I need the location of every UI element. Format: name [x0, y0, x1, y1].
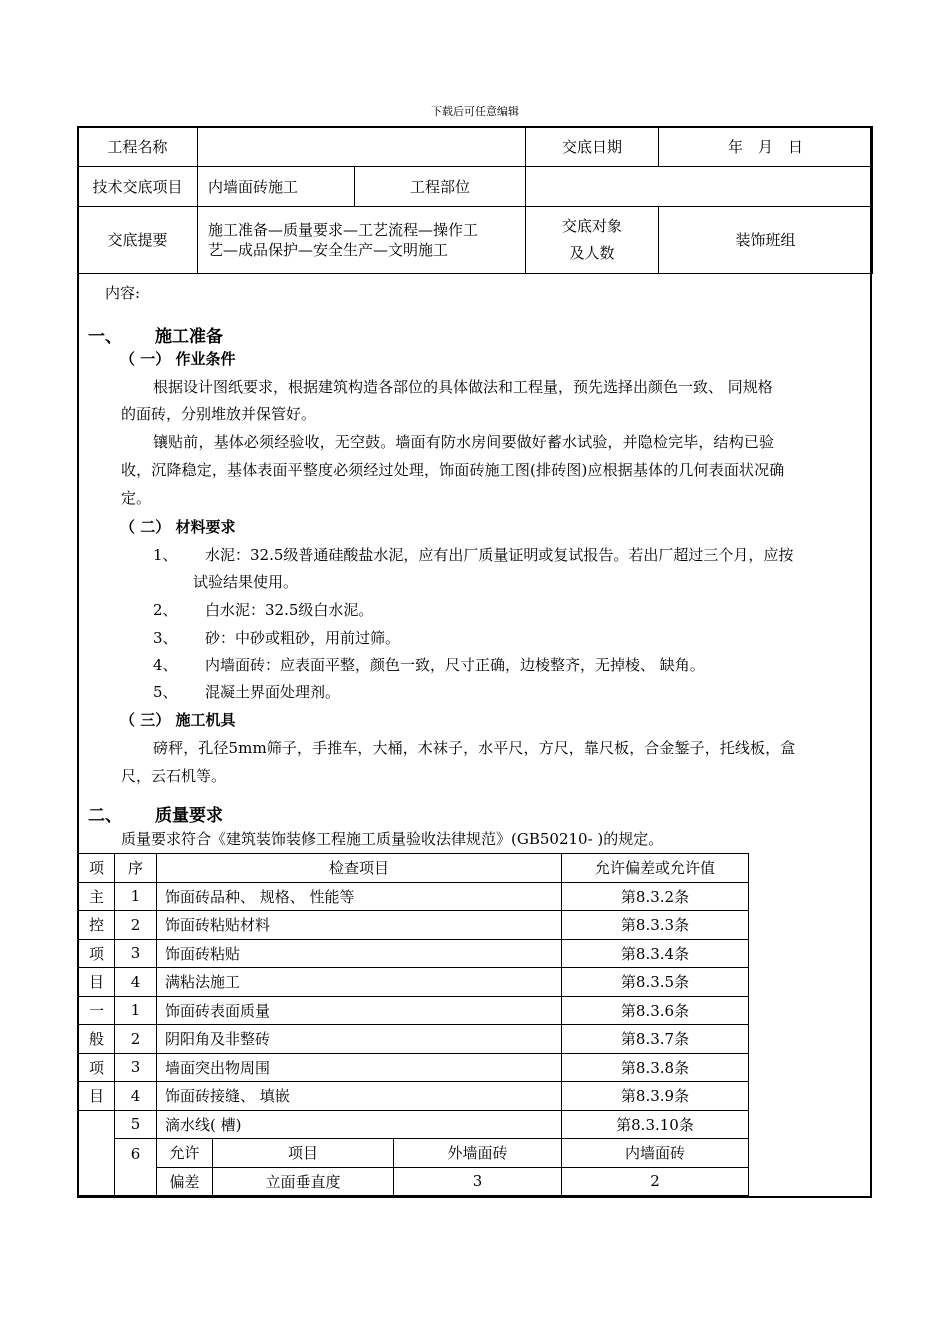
subsection-1-title: （ 一） 作业条件 — [120, 350, 236, 368]
row-6-number: 6 — [115, 1139, 157, 1196]
paragraph-2-line-1: 镶贴前，基体必须经验收，无空鼓。墙面有防水房间要做好蓄水试验，并隐检完毕，结构已验 — [153, 433, 775, 451]
row-item: 饰面砖品种、 规格、 性能等 — [157, 882, 562, 911]
section-1-number: 一、 — [88, 327, 122, 347]
row-item: 饰面砖粘贴 — [157, 939, 562, 968]
header-category: 项 — [79, 854, 115, 883]
general-group-char: 项 — [79, 1053, 115, 1082]
target-label-1: 交底对象 — [561, 217, 622, 235]
target-label-2: 及人数 — [569, 244, 615, 262]
sub-header-exterior: 外墙面砖 — [394, 1139, 562, 1168]
row-ref: 第8.3.10条 — [562, 1110, 749, 1139]
header-check-item: 检查项目 — [157, 854, 562, 883]
row-number: 4 — [115, 968, 157, 997]
general-group-char: 般 — [79, 1025, 115, 1054]
row-number: 5 — [115, 1110, 157, 1139]
general-group-char: 目 — [79, 1082, 115, 1111]
row-number: 2 — [115, 1025, 157, 1054]
row-ref: 第8.3.8条 — [562, 1053, 749, 1082]
section-2-title: 质量要求 — [155, 806, 223, 826]
row-item: 墙面突出物周围 — [157, 1053, 562, 1082]
header-tolerance: 允许偏差或允许值 — [562, 854, 749, 883]
general-group-char: 一 — [79, 996, 115, 1025]
material-3-text: 砂：中砂或粗砂，用前过筛。 — [205, 629, 401, 647]
paragraph-1-line-2: 的面砖，分别堆放并保管好。 — [121, 405, 317, 423]
row-number: 4 — [115, 1082, 157, 1111]
row-ref: 第8.3.4条 — [562, 939, 749, 968]
content-label: 内容: — [105, 284, 141, 302]
row-ref: 第8.3.5条 — [562, 968, 749, 997]
tools-line-2: 尺，云石机等。 — [121, 767, 227, 785]
row-ref: 第8.3.9条 — [562, 1082, 749, 1111]
paragraph-2-line-3: 定。 — [121, 489, 152, 507]
location-value[interactable] — [526, 167, 873, 207]
project-name-label: 工程名称 — [78, 127, 198, 167]
row-item: 饰面砖接缝、 填嵌 — [157, 1082, 562, 1111]
date-label: 交底日期 — [526, 127, 659, 167]
item-label: 技术交底项目 — [78, 167, 198, 207]
paragraph-text: 根据设计图纸要求，根据建筑构造各部位的具体做法和工程量，预先选择出颜色一致、 同规格 — [153, 378, 773, 396]
project-name-value[interactable] — [198, 127, 526, 167]
sub-header-item: 项目 — [213, 1139, 394, 1168]
general-group-empty — [79, 1110, 115, 1196]
summary-line-2: 艺—成品保护—安全生产—文明施工 — [208, 241, 449, 259]
row-item: 阴阳角及非整砖 — [157, 1025, 562, 1054]
main-group-char: 主 — [79, 882, 115, 911]
subsection-3-title: （ 三） 施工机具 — [120, 711, 236, 729]
tools-line-1: 磅秤，孔径5mm筛子，手推车，大桶，木袜子，水平尺，方尺，靠尺板，合金錾子，托线板，盒 — [153, 739, 796, 757]
location-label: 工程部位 — [355, 167, 526, 207]
row-number: 1 — [115, 996, 157, 1025]
row-item: 滴水线( 槽) — [157, 1110, 562, 1139]
sub-row-interior: 2 — [562, 1167, 749, 1196]
material-2-text: 白水泥：32.5级白水泥。 — [205, 601, 374, 619]
subsection-2-title: （ 二） 材料要求 — [120, 518, 236, 536]
header-seq: 序 — [115, 854, 157, 883]
main-group-char: 项 — [79, 939, 115, 968]
row-item: 饰面砖表面质量 — [157, 996, 562, 1025]
summary-label: 交底提要 — [78, 207, 198, 274]
summary-line-1: 施工准备—质量要求—工艺流程—操作工 — [208, 221, 479, 239]
material-4-number: 4、 — [153, 656, 178, 674]
main-group-char: 控 — [79, 911, 115, 940]
row-item: 饰面砖粘贴材料 — [157, 911, 562, 940]
row-ref: 第8.3.3条 — [562, 911, 749, 940]
main-group-char: 目 — [79, 968, 115, 997]
row-6-label-1: 允许 — [157, 1139, 213, 1168]
material-4-text: 内墙面砖：应表面平整，颜色一致，尺寸正确，边棱整齐，无掉棱、 缺角。 — [205, 656, 705, 674]
section-2-intro: 质量要求符合《建筑装饰装修工程施工质量验收法律规范》(GB50210- )的规定。 — [121, 830, 664, 848]
row-number: 3 — [115, 1053, 157, 1082]
material-3-number: 3、 — [153, 629, 178, 647]
paragraph-2-line-2: 收，沉降稳定，基体表面平整度必须经过处理，饰面砖施工图(排砖图)应根据基体的几何表面状况确 — [121, 461, 785, 479]
row-number: 1 — [115, 882, 157, 911]
sub-row-item: 立面垂直度 — [213, 1167, 394, 1196]
header-table — [77, 126, 873, 274]
sub-row-exterior: 3 — [394, 1167, 562, 1196]
material-1-number: 1、 — [153, 546, 178, 564]
item-value[interactable]: 内墙面砖施工 — [198, 167, 355, 207]
row-number: 3 — [115, 939, 157, 968]
summary-value[interactable] — [198, 207, 526, 274]
paragraph-1-line-1 — [153, 376, 865, 397]
row-ref: 第8.3.6条 — [562, 996, 749, 1025]
row-number: 2 — [115, 911, 157, 940]
quality-table — [78, 853, 749, 1196]
row-ref: 第8.3.2条 — [562, 882, 749, 911]
material-5-number: 5、 — [153, 683, 178, 701]
section-2-number: 二、 — [88, 806, 122, 826]
target-label — [526, 207, 659, 274]
material-1-line-2: 试验结果使用。 — [193, 573, 299, 591]
material-5-text: 混凝土界面处理剂。 — [205, 683, 341, 701]
row-6-label-2: 偏差 — [157, 1167, 213, 1196]
row-item: 满粘法施工 — [157, 968, 562, 997]
sub-header-interior: 内墙面砖 — [562, 1139, 749, 1168]
material-1-line-1: 水泥：32.5级普通硅酸盐水泥，应有出厂质量证明或复试报告。若出厂超过三个月，应按 — [205, 546, 794, 564]
material-2-number: 2、 — [153, 601, 178, 619]
target-value[interactable]: 装饰班组 — [659, 207, 873, 274]
row-ref: 第8.3.7条 — [562, 1025, 749, 1054]
section-1-title: 施工准备 — [155, 327, 223, 347]
date-value[interactable]: 年 月 日 — [659, 127, 873, 167]
watermark-text: 下载后可任意编辑 — [431, 105, 519, 118]
